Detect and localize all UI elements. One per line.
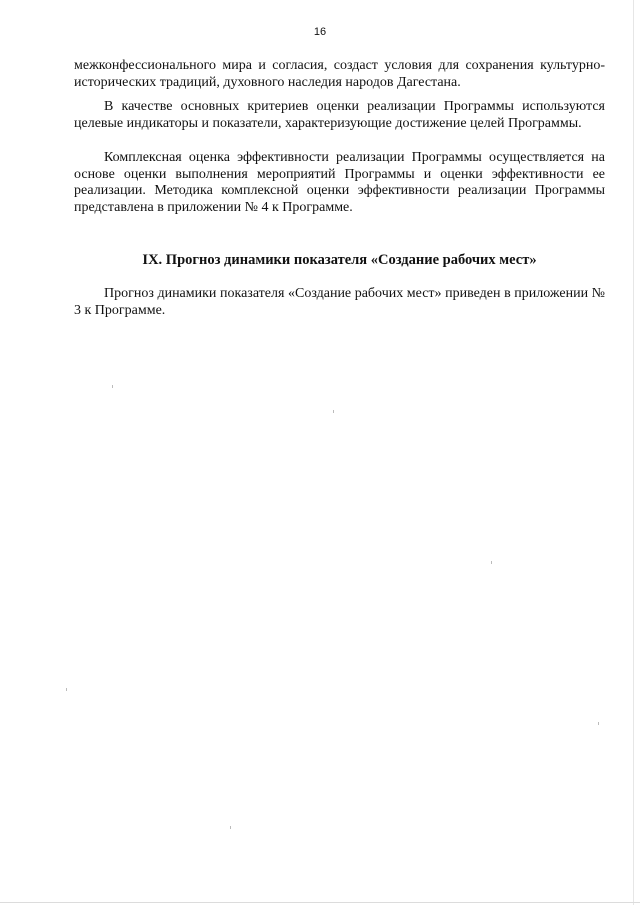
scan-speck xyxy=(230,826,231,829)
scan-speck xyxy=(491,561,492,564)
section-heading: IX. Прогноз динамики показателя «Создание рабочих мест» xyxy=(142,252,537,268)
scan-speck xyxy=(333,410,334,413)
paragraph-2: В качестве основных критериев оценки реализации Программы используются целевые индикаторы и показатели, характеризующие достижение целей Программы. xyxy=(74,99,605,131)
scan-bottom-edge xyxy=(0,902,640,903)
page-number: 16 xyxy=(313,26,327,38)
scan-speck xyxy=(112,385,113,388)
section-paragraph: Прогноз динамики показателя «Создание рабочих мест» приведен в приложении № 3 к Программе. xyxy=(74,286,605,318)
scan-speck xyxy=(598,722,599,725)
scan-speck xyxy=(66,688,67,691)
paragraph-3: Комплексная оценка эффективности реализации Программы осуществляется на основе оценки выполнения мероприятий Программы и оценки эффективности ее реализации. Методика комплексной оценки эффективности реализации Программы представлена в приложении № 4 к Программе. xyxy=(74,150,605,215)
scan-edge xyxy=(633,0,634,905)
paragraph-1: межконфессионального мира и согласия, создаст условия для сохранения культурно-исторических традиций, духовного наследия народов Дагестана. xyxy=(74,58,605,90)
